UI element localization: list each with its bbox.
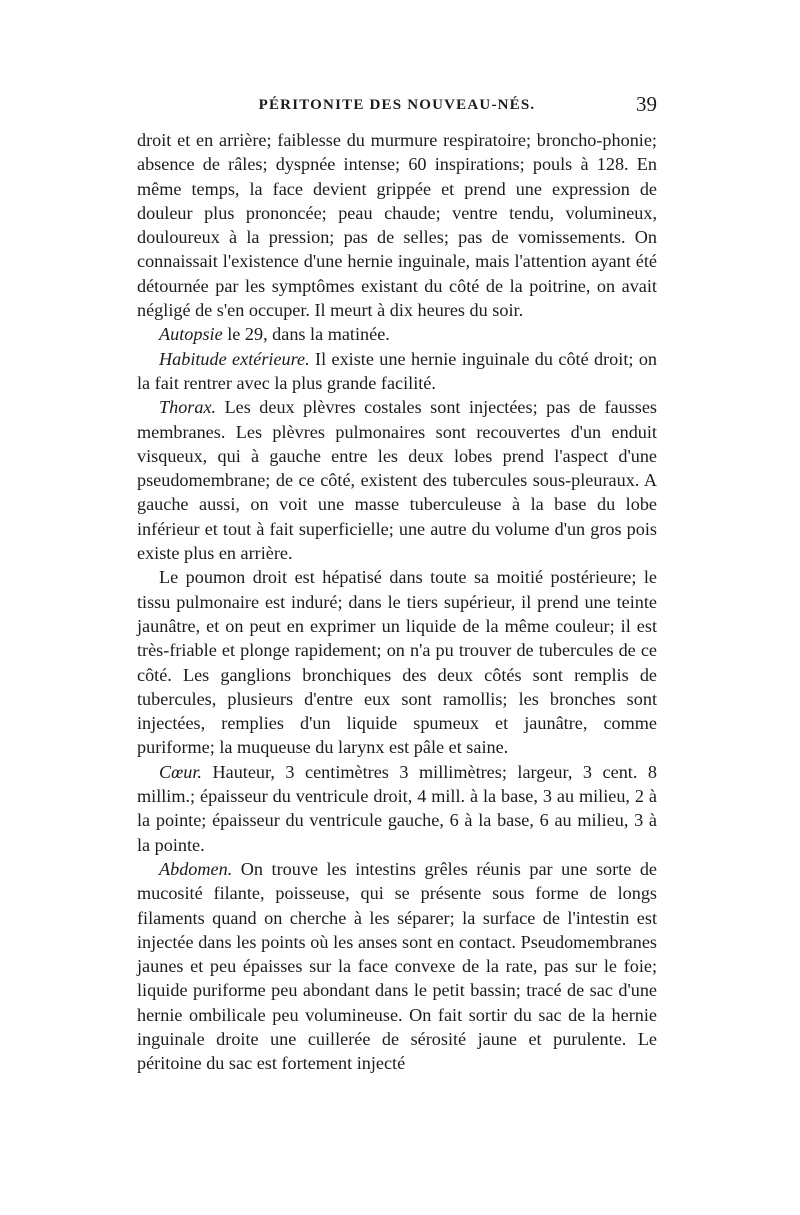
paragraph-autopsie [137,322,657,346]
paragraph-text: Il existe une hernie inguinale du côté droit; on la fait rentrer avec la plus grande facilité. [137,348,658,393]
page-number: 39 [636,92,657,116]
section-lead-abdomen: Abdomen. [159,858,233,879]
paragraph-coeur [137,760,657,857]
section-lead-thorax: Thorax. [159,397,217,418]
running-title: PÉRITONITE DES NOUVEAU-NÉS. [258,97,536,113]
paragraph-text: le 29, dans la matinée. [222,324,390,345]
paragraph-abdomen [137,857,657,1076]
section-lead-habitude: Habitude extérieure. [159,348,310,369]
paragraph-continuation: droit et en arrière; faiblesse du murmure respiratoire; broncho-phonie; absence de râles; dyspnée intense; 60 inspirations; pouls à 128. En même temps, la face devient grippée et prend une expression de douleur plus prononcée; peau chaude; ventre tendu, volumineux, douloureux à la pression; pas de selles; pas de vomissements. On connaissait l'existence d'une hernie inguinale, mais l'attention ayant été détournée par les symptômes existant du côté de la poitrine, on avait négligé de s'en occuper. Il meurt à dix heures du soir. [137,130,657,321]
section-lead-autopsie: Autopsie [159,324,223,345]
paragraph-text: Hauteur, 3 centimètres 3 millimètres; largeur, 3 cent. 8 millim.; épaisseur du ventricule droit, 4 mill. à la base, 3 au milieu, 2 à la pointe; épaisseur du ventricule gauche, 6 à la base, 6 au milieu, 3 à la pointe. [137,761,657,855]
paragraph-text: On trouve les intestins grêles réunis par une sorte de mucosité filante, poisseuse, qui se présente sous forme de longs filaments quand on cherche à les séparer; la surface de l'intestin est injectée dans les points où les anses sont en contact. Pseudomembranes jaunes et peu épaisses sur la face convexe de la rate, pas sur le foie; liquide puriforme peu abondant dans le petit bassin; tracé de sac d'une hernie ombilicale peu volumineuse. On fait sortir du sac de la hernie inguinale droite une cuillerée de sérosité jaune et purulente. Le péritoine du sac est fortement injecté [137,858,657,1074]
paragraph-habitude [137,347,657,396]
paragraph-text: Les deux plèvres costales sont injectées; pas de fausses membranes. Les plèvres pulmonaires sont recouvertes d'un enduit visqueux, qui à gauche entre les deux lobes prend l'aspect d'une pseudomembrane; de ce côté, existent des tubercules sous-pleuraux. A gauche aussi, on voit une masse tuberculeuse à la base du lobe inférieur et tout à fait superficielle; une autre du volume d'un gros pois existe plus en arrière. [137,397,657,564]
paragraph-thorax [137,395,657,565]
section-lead-coeur: Cœur. [159,761,202,782]
paragraph-poumon: Le poumon droit est hépatisé dans toute sa moitié postérieure; le tissu pulmonaire est induré; dans le tiers supérieur, il prend une teinte jaunâtre, et on peut en exprimer un liquide de la même couleur; il est très-friable et plonge rapidement; on n'a pu trouver de tubercules de ce côté. Les ganglions bronchiques des deux côtés sont remplis de tubercules, plusieurs d'entre eux sont ramollis; les bronches sont injectées, remplies d'un liquide spumeux et jaunâtre, comme puriforme; la muqueuse du larynx est pâle et saine. [137,567,657,758]
page-header [137,92,657,123]
body-text [137,128,657,1076]
